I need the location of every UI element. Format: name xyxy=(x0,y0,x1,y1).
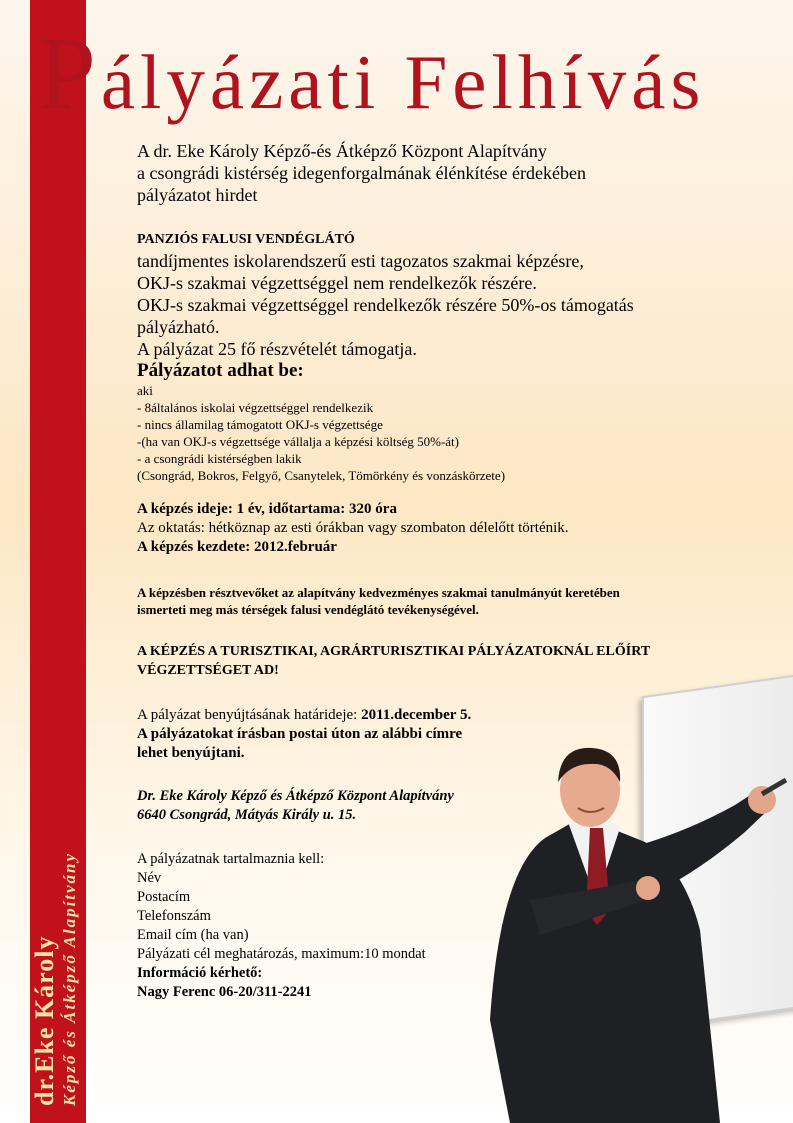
course-desc: pályázható. xyxy=(137,317,220,337)
eligibility-line: -(ha van OKJ-s végzettsége vállalja a képzési költség 50%-át) xyxy=(137,434,459,449)
requirements-block xyxy=(137,850,426,1002)
deadline-label: A pályázat benyújtásának határideje: xyxy=(137,707,362,723)
course-timing: Az oktatás: hétköznap az esti órákban vagy szombaton délelőtt történik. xyxy=(137,520,569,536)
deadline-instruction: lehet benyújtani. xyxy=(137,745,245,761)
study-trip-line: ismerteti meg más térségek falusi vendéglátó tevékenységével. xyxy=(137,602,479,617)
course-desc: A pályázat 25 fő részvételét támogatja. xyxy=(137,339,417,359)
deadline-date: 2011.december 5. xyxy=(361,707,472,723)
eligibility-title: Pályázatot adhat be: xyxy=(137,360,304,381)
deadline-line xyxy=(137,706,471,725)
sidebar-line1: dr.Eke Károly xyxy=(30,935,59,1106)
requirement-item: Email cím (ha van) xyxy=(137,927,249,943)
deadline-instruction: A pályázatokat írásban postai úton az alábbi címre xyxy=(137,726,463,742)
eligibility-line: - 8általános iskolai végzettséggel rendelkezik xyxy=(137,400,374,415)
course-duration: A képzés ideje: 1 év, időtartama: 320 óra xyxy=(137,501,397,517)
qualification-line: A KÉPZÉS A TURISZTIKAI, AGRÁRTURISZTIKAI PÁLYÁZATOKNÁL ELŐÍRT xyxy=(137,644,651,659)
eligibility-line: aki xyxy=(137,383,153,398)
sidebar-vertical-text xyxy=(30,806,86,1106)
pointing-hand xyxy=(636,876,660,900)
intro-line: pályázatot hirdet xyxy=(137,185,258,205)
address-line: Dr. Eke Károly Képző és Átképző Központ Alapítvány xyxy=(137,788,454,804)
course-desc: tandíjmentes iskolarendszerű esti tagozatos szakmai képzésre, xyxy=(137,251,584,271)
intro-line: A dr. Eke Károly Képző-és Átképző Központ Alapítvány xyxy=(137,141,547,161)
eligibility-line: - nincs államilag támogatott OKJ-s végzettsége xyxy=(137,417,383,432)
qualification-line: VÉGZETTSÉGET AD! xyxy=(137,663,279,678)
intro-block xyxy=(137,140,586,206)
requirements-title: A pályázatnak tartalmaznia kell: xyxy=(137,851,325,867)
requirement-item: Pályázati cél meghatározás, maximum:10 mondat xyxy=(137,946,426,962)
intro-line: a csongrádi kistérség idegenforgalmának élénkítése érdekében xyxy=(137,163,586,183)
course-start: A képzés kezdete: 2012.február xyxy=(137,539,337,555)
address-block xyxy=(137,787,454,825)
schedule-block xyxy=(137,500,569,557)
qualification-block xyxy=(137,642,650,680)
course-block xyxy=(137,230,634,484)
title-first-letter: P xyxy=(38,16,101,131)
study-trip-line: A képzésben résztvevőket az alapítvány kedvezményes szakmai tanulmányút keretében xyxy=(137,585,620,600)
sidebar-line2: Képző és Átképző Alapítvány xyxy=(60,851,79,1106)
course-desc: OKJ-s szakmai végzettséggel nem rendelkezők részére. xyxy=(137,273,537,293)
requirement-item: Név xyxy=(137,870,162,886)
raised-arm xyxy=(640,792,768,890)
study-trip-block xyxy=(137,584,620,618)
requirement-item: Telefonszám xyxy=(137,908,211,924)
presenter-illustration xyxy=(470,720,790,1123)
requirement-item: Postacím xyxy=(137,889,191,905)
course-desc: OKJ-s szakmai végzettséggel rendelkezők részére 50%-os támogatás xyxy=(137,295,634,315)
eligibility-line: (Csongrád, Bokros, Felgyő, Csanytelek, Tömörkény és vonzáskörzete) xyxy=(137,468,506,483)
contact-line: Nagy Ferenc 06-20/311-2241 xyxy=(137,984,312,1000)
page-title xyxy=(38,16,706,131)
title-rest: ályázati Felhívás xyxy=(100,39,706,125)
eligibility-line: - a csongrádi kistérségben lakik xyxy=(137,451,302,466)
address-line: 6640 Csongrád, Mátyás Király u. 15. xyxy=(137,807,357,823)
deadline-block xyxy=(137,706,471,763)
course-name: PANZIÓS FALUSI VENDÉGLÁTÓ xyxy=(137,232,355,247)
info-label: Információ kérhető: xyxy=(137,965,263,981)
